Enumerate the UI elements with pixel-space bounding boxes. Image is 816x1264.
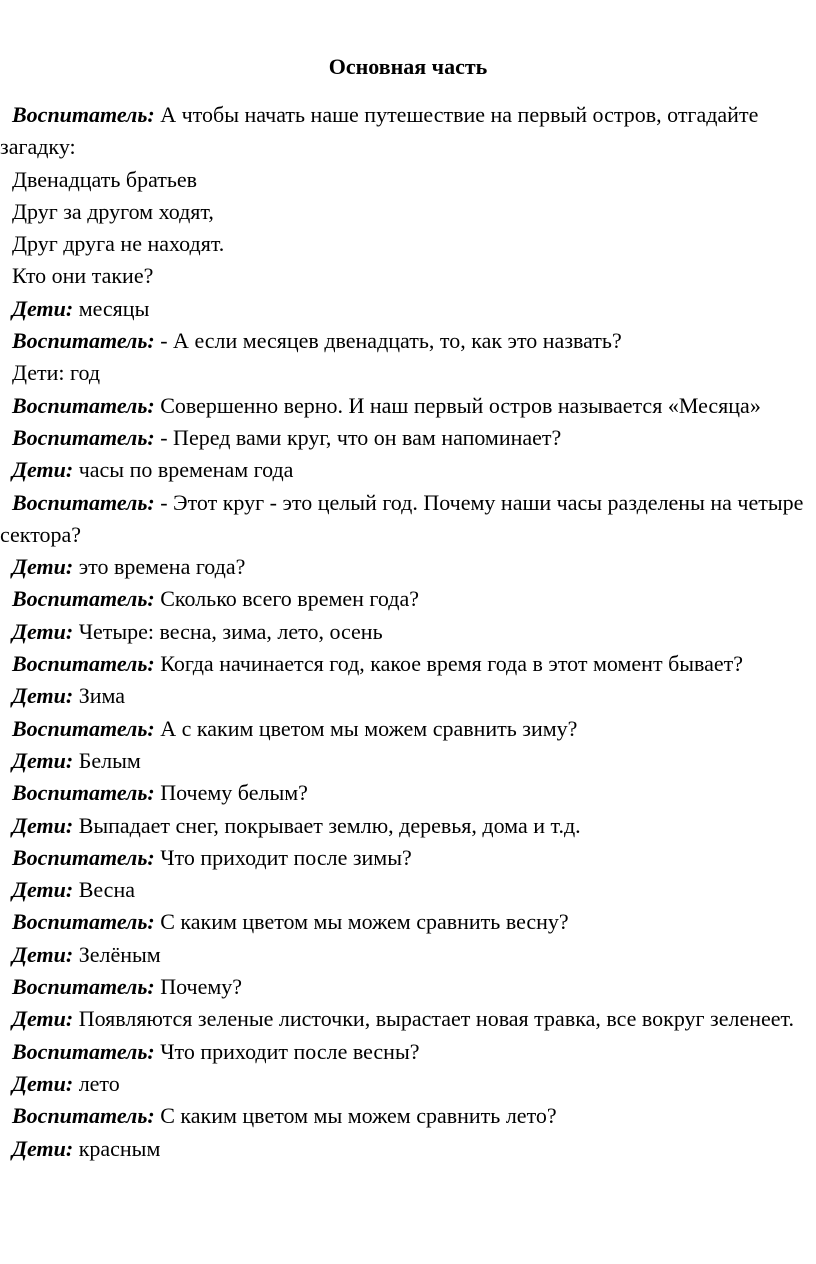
line-text: Сколько всего времен года?: [154, 586, 419, 612]
line-text: Друг за другом ходят,: [12, 198, 214, 224]
line-text: Зелёным: [73, 941, 161, 967]
speaker-label: Воспитатель:: [12, 489, 155, 515]
line-text: Что приходит после зимы?: [154, 844, 412, 870]
dialogue-line: [0, 390, 805, 422]
dialogue-line: [0, 99, 805, 164]
speaker-label: Воспитатель:: [12, 1103, 155, 1129]
line-text: Двенадцать братьев: [12, 166, 198, 192]
line-text: - А если месяцев двенадцать, то, как это назвать?: [154, 328, 622, 354]
speaker-label: Дети:: [12, 877, 74, 903]
line-text: Четыре: весна, зима, лето, осень: [73, 618, 383, 644]
dialogue-line: [0, 1036, 805, 1068]
line-text: лето: [73, 1070, 120, 1096]
dialogue-line: [0, 454, 805, 486]
dialogue-line: [0, 293, 805, 325]
line-text: Почему белым?: [154, 780, 308, 806]
line-text: Весна: [73, 877, 135, 903]
dialogue-line: [0, 583, 805, 615]
line-text: С каким цветом мы можем сравнить лето?: [154, 1103, 557, 1129]
speaker-label: Дети:: [12, 554, 74, 580]
line-text: Появляются зеленые листочки, вырастает новая травка, все вокруг зеленеет.: [73, 1006, 795, 1032]
line-text: А чтобы начать наше путешествие на первый остров, отгадайте загадку:: [0, 102, 759, 160]
speaker-label: Воспитатель:: [12, 1038, 155, 1064]
line-text: Дети: год: [12, 360, 101, 386]
dialogue-line: [0, 325, 805, 357]
dialogue-body: [0, 99, 805, 1165]
dialogue-line: [0, 551, 805, 583]
speaker-label: Воспитатель:: [12, 651, 155, 677]
speaker-label: Воспитатель:: [12, 392, 155, 418]
speaker-label: Дети:: [12, 683, 74, 709]
line-text: Выпадает снег, покрывает землю, деревья, дома и т.д.: [73, 812, 581, 838]
line-text: Кто они такие?: [12, 263, 154, 289]
speaker-label: Воспитатель:: [12, 102, 155, 127]
speaker-label: Дети:: [12, 941, 74, 967]
speaker-label: Воспитатель:: [12, 844, 155, 870]
line-text: Когда начинается год, какое время года в этот момент бывает?: [154, 651, 744, 677]
dialogue-line: [0, 874, 805, 906]
line-text: это времена года?: [73, 554, 246, 580]
line-text: - Этот круг - это целый год. Почему наши часы разделены на четыре сектора?: [0, 489, 804, 547]
dialogue-line: [0, 422, 805, 454]
line-text: месяцы: [73, 295, 150, 321]
dialogue-line: [0, 842, 805, 874]
speaker-label: Воспитатель:: [12, 586, 155, 612]
line-text: Почему?: [154, 974, 243, 1000]
speaker-label: Воспитатель:: [12, 424, 155, 450]
speaker-label: Дети:: [12, 747, 74, 773]
dialogue-line: [0, 1003, 805, 1035]
speaker-label: Воспитатель:: [12, 974, 155, 1000]
line-text: - Перед вами круг, что он вам напоминает?: [154, 424, 562, 450]
dialogue-line: [0, 616, 805, 648]
line-text: Белым: [73, 747, 141, 773]
line-text: красным: [73, 1135, 161, 1161]
line-text: А с каким цветом мы можем сравнить зиму?: [154, 715, 578, 741]
speaker-label: Дети:: [12, 1070, 74, 1096]
speaker-label: Воспитатель:: [12, 328, 155, 354]
line-text: Совершенно верно. И наш первый остров называется «Месяца»: [154, 392, 761, 418]
speaker-label: Воспитатель:: [12, 780, 155, 806]
line-text: Зима: [73, 683, 126, 709]
dialogue-line: [0, 228, 805, 260]
line-text: часы по временам года: [73, 457, 294, 483]
speaker-label: Дети:: [12, 1006, 74, 1032]
dialogue-line: [0, 906, 805, 938]
dialogue-line: [0, 357, 805, 389]
speaker-label: Воспитатель:: [12, 715, 155, 741]
dialogue-line: [0, 1068, 805, 1100]
speaker-label: Дети:: [12, 295, 74, 321]
dialogue-line: [0, 260, 805, 292]
line-text: С каким цветом мы можем сравнить весну?: [154, 909, 569, 935]
dialogue-line: [0, 487, 805, 552]
dialogue-line: [0, 971, 805, 1003]
dialogue-line: [0, 745, 805, 777]
line-text: Друг друга не находят.: [12, 231, 225, 257]
speaker-label: Воспитатель:: [12, 909, 155, 935]
dialogue-line: [0, 1100, 805, 1132]
dialogue-line: [0, 713, 805, 745]
speaker-label: Дети:: [12, 1135, 74, 1161]
section-title: Основная часть: [328, 54, 488, 79]
dialogue-line: [0, 164, 805, 196]
dialogue-line: [0, 810, 805, 842]
dialogue-line: [0, 1133, 805, 1165]
dialogue-line: [0, 680, 805, 712]
speaker-label: Дети:: [12, 457, 74, 483]
dialogue-line: [0, 939, 805, 971]
dialogue-line: [0, 196, 805, 228]
speaker-label: Дети:: [12, 618, 74, 644]
dialogue-line: [0, 648, 805, 680]
speaker-label: Дети:: [12, 812, 74, 838]
line-text: Что приходит после весны?: [154, 1038, 420, 1064]
dialogue-line: [0, 777, 805, 809]
